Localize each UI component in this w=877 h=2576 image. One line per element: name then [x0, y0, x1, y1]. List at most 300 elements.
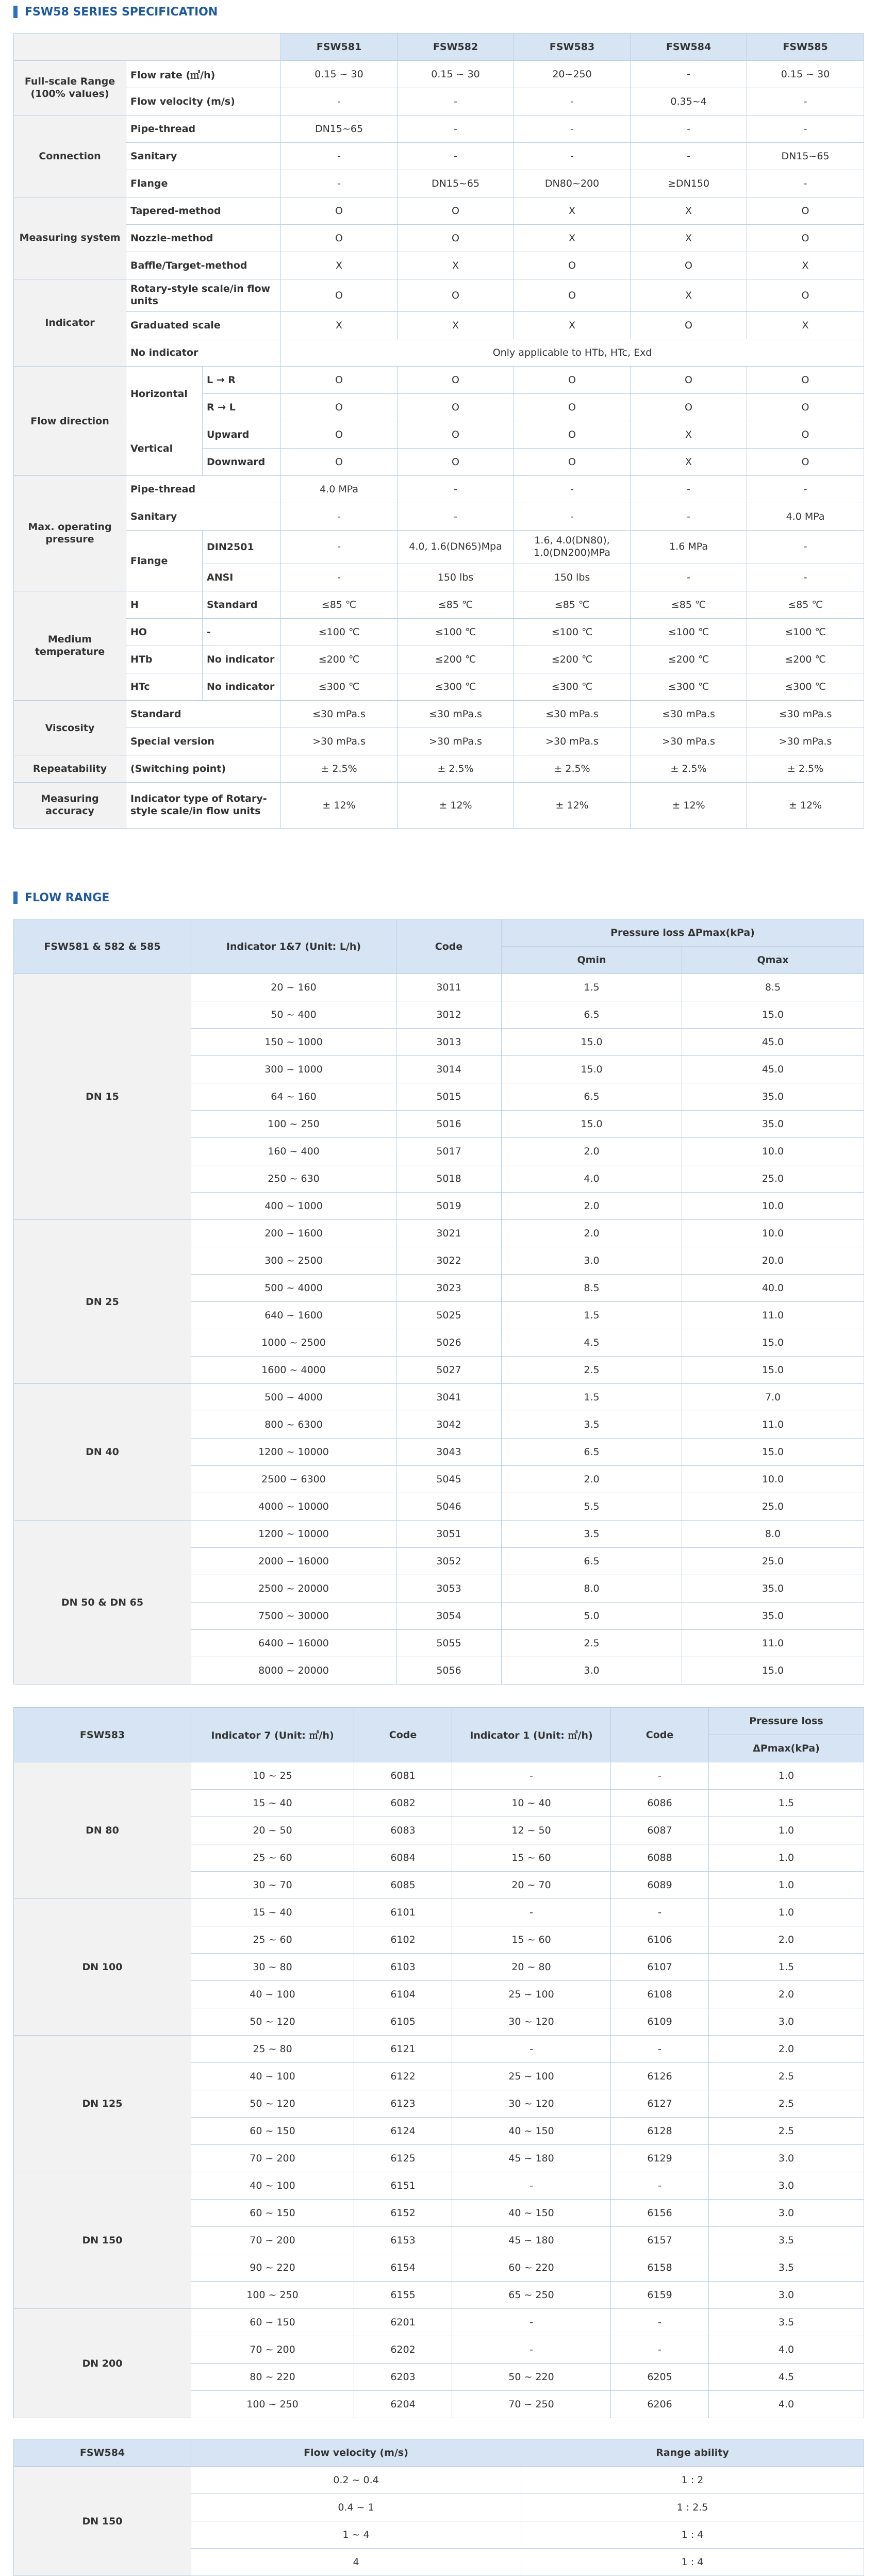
- cell: ≥DN150: [631, 170, 747, 197]
- cell: 15.0: [682, 1001, 864, 1029]
- cell: O: [398, 449, 514, 476]
- flow-section: [13, 886, 864, 2576]
- row-label: Pipe-thread: [126, 476, 281, 503]
- cell: 6086: [611, 1790, 709, 1817]
- cell: 7.0: [682, 1384, 864, 1411]
- cell: 2.0: [709, 1926, 864, 1954]
- cell: 6202: [354, 2336, 452, 2364]
- cell: 6129: [611, 2145, 709, 2172]
- cell: 3.0: [709, 2282, 864, 2309]
- cell: 2.0: [502, 1138, 682, 1165]
- cell: ± 2.5%: [631, 755, 747, 783]
- cell: 6083: [354, 1817, 452, 1844]
- cell: 25 ~ 80: [191, 2036, 354, 2063]
- cell: 1.6, 4.0(DN80), 1.0(DN200)MPa: [514, 531, 631, 564]
- cell: 150 lbs: [398, 564, 514, 591]
- cell: 6125: [354, 2145, 452, 2172]
- cell: 0.35~4: [631, 88, 747, 115]
- cell: ≤100 ℃: [514, 619, 631, 646]
- cell: -: [281, 88, 398, 115]
- cell: 4.5: [502, 1329, 682, 1357]
- cell: DN15~65: [398, 170, 514, 197]
- cell: 6121: [354, 2036, 452, 2063]
- cell: 3052: [396, 1548, 502, 1575]
- cell: 6107: [611, 1954, 709, 1981]
- cell: X: [631, 225, 747, 252]
- cell: 6101: [354, 1899, 452, 1926]
- cell: 15 ~ 40: [191, 1790, 354, 1817]
- cell: ≤300 ℃: [747, 673, 864, 701]
- cell: 3042: [396, 1411, 502, 1439]
- cell: 6.5: [502, 1001, 682, 1029]
- cell: O: [398, 197, 514, 225]
- cell: ± 12%: [631, 783, 747, 829]
- cell: 5056: [396, 1657, 502, 1685]
- cell: DN15~65: [747, 143, 864, 170]
- cell: 6104: [354, 1981, 452, 2008]
- table-row: [14, 1762, 864, 1790]
- cell: ≤300 ℃: [631, 673, 747, 701]
- cell: 6108: [611, 1981, 709, 2008]
- cell: 0.2 ~ 0.4: [191, 2467, 521, 2494]
- cell: 6089: [611, 1872, 709, 1899]
- cell: -: [281, 143, 398, 170]
- row-group-label: Full-scale Range (100% values): [14, 61, 126, 115]
- row-group-label: Viscosity: [14, 701, 126, 755]
- cell: O: [747, 367, 864, 394]
- cell: ± 2.5%: [747, 755, 864, 783]
- row-sublabel: Horizontal: [126, 367, 203, 421]
- cell: 3.5: [709, 2254, 864, 2282]
- spec-header-blank: [14, 34, 281, 61]
- spec-title: [13, 0, 864, 24]
- cell: 60 ~ 150: [191, 2309, 354, 2336]
- cell: 45 ~ 180: [452, 2227, 611, 2254]
- cell: ± 2.5%: [281, 755, 398, 783]
- cell: ≤30 mPa.s: [281, 701, 398, 728]
- cell: 70 ~ 200: [191, 2227, 354, 2254]
- group-label: DN 50 & DN 65: [14, 1521, 191, 1685]
- cell: -: [281, 503, 398, 531]
- col-header: Pressure loss: [709, 1708, 864, 1735]
- cell: -: [281, 170, 398, 197]
- col-header: Range ability: [521, 2439, 864, 2467]
- cell: 3022: [396, 1247, 502, 1275]
- cell: ± 12%: [747, 783, 864, 829]
- cell: 4000 ~ 10000: [191, 1493, 396, 1521]
- cell: 6085: [354, 1872, 452, 1899]
- cell: -: [452, 2172, 611, 2200]
- cell: -: [631, 564, 747, 591]
- cell: 1.5: [502, 1384, 682, 1411]
- cell: >30 mPa.s: [631, 728, 747, 755]
- cell: 8.5: [502, 1275, 682, 1302]
- cell: O: [398, 421, 514, 449]
- group-label: DN 15: [14, 974, 191, 1220]
- cell: 400 ~ 1000: [191, 1193, 396, 1220]
- row-label: Flow rate (㎥/h): [126, 61, 281, 88]
- row-group-label: Measuring system: [14, 197, 126, 279]
- cell: O: [631, 312, 747, 339]
- cell: 6087: [611, 1817, 709, 1844]
- cell: O: [631, 367, 747, 394]
- cell: 3023: [396, 1275, 502, 1302]
- cell: 3.0: [502, 1247, 682, 1275]
- cell: -: [747, 564, 864, 591]
- cell: 1200 ~ 10000: [191, 1521, 396, 1548]
- cell: 6159: [611, 2282, 709, 2309]
- cell: X: [631, 197, 747, 225]
- cell: O: [281, 449, 398, 476]
- cell: ≤300 ℃: [398, 673, 514, 701]
- cell: -: [514, 503, 631, 531]
- table-row: [14, 2309, 864, 2336]
- cell: O: [631, 394, 747, 421]
- cell: 2.5: [502, 1357, 682, 1384]
- cell: O: [514, 252, 631, 279]
- cell: 0.15 ~ 30: [281, 61, 398, 88]
- cell: O: [398, 394, 514, 421]
- cell: 1.5: [502, 974, 682, 1001]
- cell: ≤85 ℃: [747, 591, 864, 619]
- cell: 20.0: [682, 1247, 864, 1275]
- cell: 6106: [611, 1926, 709, 1954]
- cell: O: [281, 197, 398, 225]
- cell: 50 ~ 120: [191, 2008, 354, 2036]
- row-label: Standard: [126, 701, 281, 728]
- flow-table-581-582-585: [13, 919, 864, 1685]
- cell: 35.0: [682, 1575, 864, 1603]
- row-group-label: Medium temperature: [14, 591, 126, 701]
- cell: X: [747, 312, 864, 339]
- col-header: ΔPmax(kPa): [709, 1735, 864, 1762]
- row-group-label: Measuring accuracy: [14, 783, 126, 829]
- cell: -: [631, 115, 747, 143]
- cell: -: [611, 2309, 709, 2336]
- spec-title-text: FSW58 SERIES SPECIFICATION: [25, 5, 218, 19]
- col-header: Indicator 1 (Unit: ㎥/h): [452, 1708, 611, 1762]
- cell: 70 ~ 200: [191, 2336, 354, 2364]
- row-label: Standard: [203, 591, 281, 619]
- cell: X: [631, 279, 747, 312]
- cell: X: [281, 312, 398, 339]
- cell: -: [452, 1762, 611, 1790]
- cell: DN15~65: [281, 115, 398, 143]
- cell: 25 ~ 60: [191, 1926, 354, 1954]
- cell: 3054: [396, 1603, 502, 1630]
- cell: 45.0: [682, 1056, 864, 1083]
- spec-section: [13, 0, 864, 829]
- cell: 15.0: [502, 1056, 682, 1083]
- cell: 150 ~ 1000: [191, 1029, 396, 1056]
- row-sublabel: Vertical: [126, 421, 203, 476]
- cell: 800 ~ 6300: [191, 1411, 396, 1439]
- cell: O: [514, 421, 631, 449]
- cell: -: [747, 531, 864, 564]
- cell: 6155: [354, 2282, 452, 2309]
- cell: 25.0: [682, 1548, 864, 1575]
- cell: 15.0: [502, 1111, 682, 1138]
- cell: 100 ~ 250: [191, 1111, 396, 1138]
- cell: ≤300 ℃: [281, 673, 398, 701]
- cell: O: [747, 225, 864, 252]
- cell: -: [747, 476, 864, 503]
- cell: 3.0: [709, 2145, 864, 2172]
- cell: -: [611, 1762, 709, 1790]
- cell: X: [514, 312, 631, 339]
- cell: >30 mPa.s: [514, 728, 631, 755]
- cell: O: [398, 367, 514, 394]
- cell: 5025: [396, 1302, 502, 1329]
- cell: 6157: [611, 2227, 709, 2254]
- cell: 4: [191, 2549, 521, 2576]
- row-label: Pipe-thread: [126, 115, 281, 143]
- cell: 6400 ~ 16000: [191, 1630, 396, 1657]
- cell: >30 mPa.s: [747, 728, 864, 755]
- col-header: Flow velocity (m/s): [191, 2439, 521, 2467]
- cell: ± 2.5%: [398, 755, 514, 783]
- cell: DN80~200: [514, 170, 631, 197]
- cell: 6205: [611, 2364, 709, 2391]
- row-label: Nozzle-method: [126, 225, 281, 252]
- cell: 70 ~ 250: [452, 2391, 611, 2418]
- model-header: FSW585: [747, 34, 864, 61]
- cell: >30 mPa.s: [281, 728, 398, 755]
- row-label: No indicator: [203, 646, 281, 673]
- cell: 25 ~ 60: [191, 1844, 354, 1872]
- cell: 2500 ~ 20000: [191, 1575, 396, 1603]
- cell: -: [281, 564, 398, 591]
- cell: 4.0 MPa: [747, 503, 864, 531]
- cell: 160 ~ 400: [191, 1138, 396, 1165]
- cell: 2.0: [709, 1981, 864, 2008]
- cell: O: [514, 279, 631, 312]
- cell: -: [398, 503, 514, 531]
- cell: 45.0: [682, 1029, 864, 1056]
- cell: 6127: [611, 2090, 709, 2118]
- row-group-label: Flow direction: [14, 367, 126, 476]
- cell: 0.15 ~ 30: [398, 61, 514, 88]
- cell: 1 ~ 4: [191, 2521, 521, 2549]
- cell: 1.0: [709, 1899, 864, 1926]
- cell: 8000 ~ 20000: [191, 1657, 396, 1685]
- cell: 8.0: [682, 1521, 864, 1548]
- cell: -: [514, 143, 631, 170]
- cell: 6153: [354, 2227, 452, 2254]
- cell: 3.5: [709, 2227, 864, 2254]
- row-label: Sanitary: [126, 143, 281, 170]
- cell: 11.0: [682, 1411, 864, 1439]
- cell: -: [747, 115, 864, 143]
- cell: ≤200 ℃: [398, 646, 514, 673]
- cell: 15 ~ 40: [191, 1899, 354, 1926]
- cell: 3.0: [709, 2008, 864, 2036]
- cell: 1600 ~ 4000: [191, 1357, 396, 1384]
- row-label: -: [203, 619, 281, 646]
- cell: ≤300 ℃: [514, 673, 631, 701]
- cell: 6203: [354, 2364, 452, 2391]
- cell: 5026: [396, 1329, 502, 1357]
- cell: 0.15 ~ 30: [747, 61, 864, 88]
- row-label: ANSI: [203, 564, 281, 591]
- col-header: Qmax: [682, 947, 864, 974]
- cell: 2000 ~ 16000: [191, 1548, 396, 1575]
- cell: O: [281, 394, 398, 421]
- cell: 2.0: [502, 1466, 682, 1493]
- cell: 6109: [611, 2008, 709, 2036]
- cell: 5.0: [502, 1603, 682, 1630]
- row-group-label: Connection: [14, 115, 126, 197]
- cell: 2.0: [709, 2036, 864, 2063]
- cell: O: [514, 367, 631, 394]
- cell: -: [398, 143, 514, 170]
- cell: 3.5: [709, 2309, 864, 2336]
- col-header: Code: [396, 919, 502, 974]
- cell: O: [514, 394, 631, 421]
- cell: 4.0 MPa: [281, 476, 398, 503]
- cell: O: [281, 279, 398, 312]
- group-label: DN 100: [14, 1899, 191, 2036]
- row-label: Upward: [203, 421, 281, 449]
- group-label: DN 150: [14, 2467, 191, 2576]
- cell: 1.6 MPa: [631, 531, 747, 564]
- cell: 4.0: [709, 2336, 864, 2364]
- cell: ≤85 ℃: [398, 591, 514, 619]
- table-row: [14, 2172, 864, 2200]
- cell: ≤85 ℃: [514, 591, 631, 619]
- cell: 300 ~ 1000: [191, 1056, 396, 1083]
- cell: 11.0: [682, 1302, 864, 1329]
- cell: 90 ~ 220: [191, 2254, 354, 2282]
- cell: 6124: [354, 2118, 452, 2145]
- cell: ≤100 ℃: [747, 619, 864, 646]
- cell: -: [611, 2036, 709, 2063]
- row-label: L → R: [203, 367, 281, 394]
- cell: 15 ~ 60: [452, 1844, 611, 1872]
- cell: 7500 ~ 30000: [191, 1603, 396, 1630]
- row-label: Graduated scale: [126, 312, 281, 339]
- flow-table-body: [14, 974, 864, 1685]
- cell: 50 ~ 220: [452, 2364, 611, 2391]
- row-label: Sanitary: [126, 503, 281, 531]
- cell: 30 ~ 120: [452, 2090, 611, 2118]
- cell: 30 ~ 120: [452, 2008, 611, 2036]
- col-header: Pressure loss ΔPmax(kPa): [502, 919, 864, 947]
- cell: 3.5: [502, 1411, 682, 1439]
- col-header: FSW584: [14, 2439, 191, 2467]
- cell: 10.0: [682, 1466, 864, 1493]
- group-label: DN 125: [14, 2036, 191, 2172]
- cell: 6082: [354, 1790, 452, 1817]
- cell: 500 ~ 4000: [191, 1275, 396, 1302]
- cell: 3014: [396, 1056, 502, 1083]
- cell: 20 ~ 70: [452, 1872, 611, 1899]
- cell: 2.5: [709, 2063, 864, 2090]
- cell: 1.0: [709, 1817, 864, 1844]
- cell: 25.0: [682, 1493, 864, 1521]
- cell: 40 ~ 100: [191, 2063, 354, 2090]
- cell: ± 12%: [514, 783, 631, 829]
- cell: 1200 ~ 10000: [191, 1439, 396, 1466]
- cell: 5045: [396, 1466, 502, 1493]
- col-header: Indicator 7 (Unit: ㎥/h): [191, 1708, 354, 1762]
- cell: 40 ~ 100: [191, 1981, 354, 2008]
- cell: X: [398, 252, 514, 279]
- cell: 6128: [611, 2118, 709, 2145]
- flow-table-body: [14, 2467, 864, 2576]
- cell: 80 ~ 220: [191, 2364, 354, 2391]
- cell: 3.0: [709, 2200, 864, 2227]
- row-label: Flange: [126, 170, 281, 197]
- cell: 2.5: [709, 2090, 864, 2118]
- group-label: DN 150: [14, 2172, 191, 2309]
- cell: X: [281, 252, 398, 279]
- cell: 6.5: [502, 1439, 682, 1466]
- cell: 5017: [396, 1138, 502, 1165]
- group-label: DN 25: [14, 1220, 191, 1384]
- row-label: Special version: [126, 728, 281, 755]
- model-header: FSW583: [514, 34, 631, 61]
- cell: 25.0: [682, 1165, 864, 1193]
- cell: 15.0: [502, 1029, 682, 1056]
- table-row: [14, 2036, 864, 2063]
- cell: 6088: [611, 1844, 709, 1872]
- cell: 3.0: [502, 1657, 682, 1685]
- cell: 3053: [396, 1575, 502, 1603]
- col-header: FSW583: [14, 1708, 191, 1762]
- cell: 6122: [354, 2063, 452, 2090]
- cell: 4.0: [502, 1165, 682, 1193]
- title-bar-icon: [13, 6, 18, 18]
- cell: >30 mPa.s: [398, 728, 514, 755]
- cell: 1 : 2.5: [521, 2494, 864, 2521]
- cell: 5019: [396, 1193, 502, 1220]
- cell: 6152: [354, 2200, 452, 2227]
- cell: 6.5: [502, 1083, 682, 1111]
- cell: 2.0: [502, 1220, 682, 1247]
- cell: 25 ~ 100: [452, 1981, 611, 2008]
- group-label: DN 40: [14, 1384, 191, 1521]
- cell: -: [452, 2336, 611, 2364]
- cell: 5015: [396, 1083, 502, 1111]
- cell: O: [514, 449, 631, 476]
- cell: -: [631, 143, 747, 170]
- cell-merged: Only applicable to HTb, HTc, Exd: [281, 339, 864, 367]
- cell: 35.0: [682, 1111, 864, 1138]
- cell: 1.5: [502, 1302, 682, 1329]
- cell: -: [514, 115, 631, 143]
- cell: ≤30 mPa.s: [631, 701, 747, 728]
- cell: -: [611, 1899, 709, 1926]
- cell: 10 ~ 25: [191, 1762, 354, 1790]
- cell: O: [281, 421, 398, 449]
- cell: X: [631, 449, 747, 476]
- cell: 6.5: [502, 1548, 682, 1575]
- row-label: No indicator: [203, 673, 281, 701]
- row-label: Indicator type of Rotary-style scale/in flow units: [126, 783, 281, 829]
- cell: -: [398, 115, 514, 143]
- row-label: No indicator: [126, 339, 281, 367]
- cell: 6105: [354, 2008, 452, 2036]
- cell: 30 ~ 70: [191, 1872, 354, 1899]
- cell: O: [747, 394, 864, 421]
- cell: 3.0: [709, 2172, 864, 2200]
- cell: 3011: [396, 974, 502, 1001]
- table-row: [14, 974, 864, 1001]
- cell: 4.0: [709, 2391, 864, 2418]
- row-label: (Switching point): [126, 755, 281, 783]
- cell: -: [747, 170, 864, 197]
